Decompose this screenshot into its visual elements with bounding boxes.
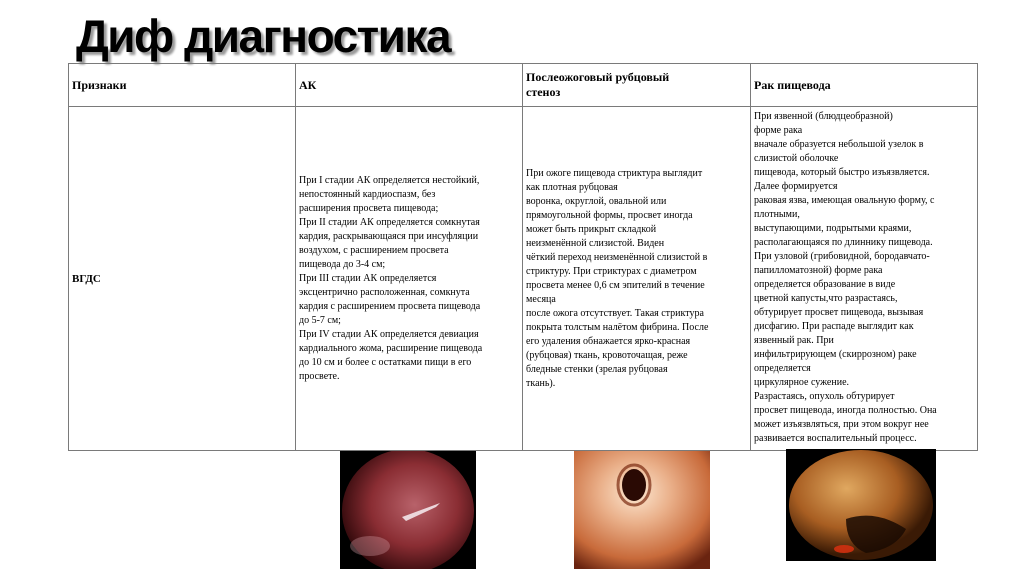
header-stenosis: Послеожоговый рубцовый стеноз [523, 64, 751, 107]
stenosis-cell: При ожоге пищевода стриктура выглядит как плотная рубцовая воронка, округлой, овальной или прямоугольной формы, просвет иногда может быть прикрыт складкой неизменённой слизистой. Виден чёткий переход неизменённой слизистой в стриктуру. При стриктурах с диаметром просвета менее 0,6 см эпителий в течение месяца после ожога отсутствует. Такая стриктура покрыта толстым налётом фибрина. После его удаления обнажается ярко-красная (рубцовая) ткань, кровоточащая, реже бледные стенки (зрелая рубцовая ткань). [523, 107, 751, 451]
row-label: ВГДС [69, 107, 296, 451]
cancer-cell: При язвенной (блюдцеобразной) форме рака вначале образуется небольшой узелок в слизистой оболочке пищевода, который быстро изъязвляется. Далее формируется раковая язва, имеющая овальную форму, с плотными, выступающими, подрытыми краями, располагающаяся по длиннику пищевода. При узловой (грибовидной, бородавчато- папилломатозной) форме рака определяется образование в виде цветной капусты,что разрастаясь, обтурирует просвет пищевода, вызывая дисфагию. При распаде выглядит как язвенный рак. При инфильтрирующем (скиррозном) раке определяется циркулярное сужение. Разрастаясь, опухоль обтурирует просвет пищевода, иногда полностью. Она может изъязвляться, при этом вокруг нее развивается воспалительный процесс. [751, 107, 978, 451]
header-signs: Признаки [69, 64, 296, 107]
endoscopy-cancer-photo [786, 449, 936, 561]
header-achalasia: АК [296, 64, 523, 107]
table-header-row [69, 64, 978, 107]
diff-diagnosis-table [68, 63, 978, 451]
endoscopy-stricture-photo [574, 451, 710, 569]
achalasia-cell: При I стадии АК определяется нестойкий, непостоянный кардиоспазм, без расширения просвета пищевода; При II стадии АК определяется сомкнутая кардия, раскрывающаяся при инсуфляции воздухом, с расширением просвета пищевода до 3-4 см; При III стадии АК определяется эксцентрично расположенная, сомкнута кардия с расширением просвета пищевода до 5-7 см; При IV стадии АК определяется девиация кардиального жома, расширение пищевода до 10 см и более с остатками пищи в его просвете. [296, 107, 523, 451]
slide-title: Диф диагностика [76, 10, 451, 62]
header-cancer: Рак пищевода [751, 64, 978, 107]
endoscopy-achalasia-photo [340, 451, 476, 569]
table-row [69, 107, 978, 451]
